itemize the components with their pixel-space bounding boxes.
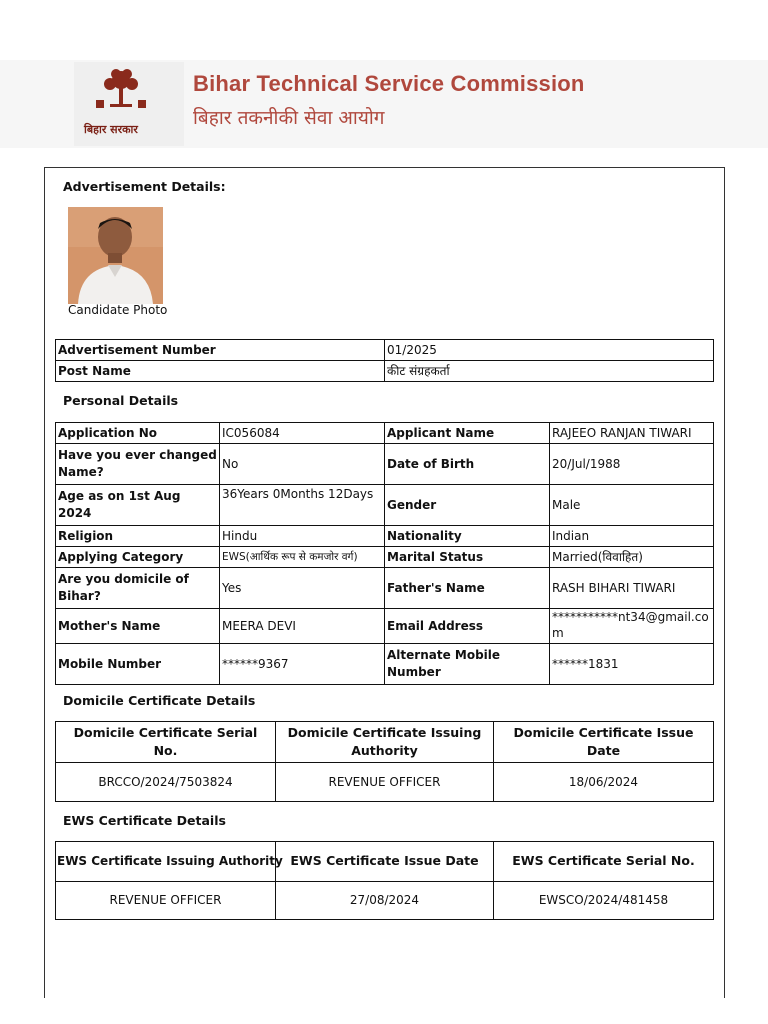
table-row — [56, 361, 714, 382]
candidate-photo-caption: Candidate Photo — [68, 303, 168, 317]
commission-title-english: Bihar Technical Service Commission — [193, 71, 585, 96]
bihar-government-logo — [74, 62, 184, 146]
domicile-value: Yes — [220, 568, 385, 609]
advertisement-number-label: Advertisement Number — [56, 340, 385, 361]
application-no-value: IC056084 — [220, 423, 385, 444]
table-row — [56, 763, 714, 802]
table-row — [56, 644, 714, 685]
domicile-issue-date-header: Domicile Certificate Issue Date — [494, 722, 714, 763]
mother-name-value: MEERA DEVI — [220, 609, 385, 644]
marital-status-label: Marital Status — [385, 547, 550, 568]
name-changed-label: Have you ever changed Name? — [56, 444, 220, 485]
table-row — [56, 842, 714, 882]
personal-details-table — [55, 422, 714, 685]
domicile-label: Are you domicile of Bihar? — [56, 568, 220, 609]
table-row — [56, 547, 714, 568]
marital-status-value: Married(विवाहित) — [550, 547, 714, 568]
alternate-mobile-label: Alternate Mobile Number — [385, 644, 550, 685]
domicile-serial-value: BRCCO/2024/7503824 — [56, 763, 276, 802]
post-name-value: कीट संग्रहकर्ता — [385, 361, 714, 382]
gender-label: Gender — [385, 485, 550, 526]
date-of-birth-label: Date of Birth — [385, 444, 550, 485]
domicile-serial-header: Domicile Certificate Serial No. — [56, 722, 276, 763]
post-name-label: Post Name — [56, 361, 385, 382]
ews-issue-date-header: EWS Certificate Issue Date — [276, 842, 494, 882]
alternate-mobile-value: ******1831 — [550, 644, 714, 685]
age-label: Age as on 1st Aug 2024 — [56, 485, 220, 526]
religion-value: Hindu — [220, 526, 385, 547]
ews-serial-value: EWSCO/2024/481458 — [494, 882, 714, 920]
ews-authority-value: REVENUE OFFICER — [56, 882, 276, 920]
mother-name-label: Mother's Name — [56, 609, 220, 644]
domicile-authority-header: Domicile Certificate Issuing Authority — [276, 722, 494, 763]
table-row — [56, 485, 714, 526]
ews-serial-header: EWS Certificate Serial No. — [494, 842, 714, 882]
table-row — [56, 340, 714, 361]
table-row — [56, 423, 714, 444]
gender-value: Male — [550, 485, 714, 526]
father-name-value: RASH BIHARI TIWARI — [550, 568, 714, 609]
table-row — [56, 609, 714, 644]
applying-category-value: EWS(आर्थिक रूप से कमजोर वर्ग) — [220, 547, 385, 568]
personal-details-heading: Personal Details — [63, 393, 179, 408]
ews-certificate-table — [55, 841, 714, 920]
ews-issue-date-value: 27/08/2024 — [276, 882, 494, 920]
email-address-label: Email Address — [385, 609, 550, 644]
ews-authority-header: EWS Certificate Issuing Authority — [56, 842, 276, 882]
advertisement-details-heading: Advertisement Details: — [63, 179, 226, 194]
applying-category-label: Applying Category — [56, 547, 220, 568]
religion-label: Religion — [56, 526, 220, 547]
domicile-authority-value: REVENUE OFFICER — [276, 763, 494, 802]
table-row — [56, 568, 714, 609]
table-row — [56, 444, 714, 485]
ews-certificate-heading: EWS Certificate Details — [63, 813, 226, 828]
domicile-issue-date-value: 18/06/2024 — [494, 763, 714, 802]
date-of-birth-value: 20/Jul/1988 — [550, 444, 714, 485]
applicant-name-label: Applicant Name — [385, 423, 550, 444]
nationality-label: Nationality — [385, 526, 550, 547]
father-name-label: Father's Name — [385, 568, 550, 609]
mobile-number-value: ******9367 — [220, 644, 385, 685]
advertisement-number-value: 01/2025 — [385, 340, 714, 361]
commission-title-hindi: बिहार तकनीकी सेवा आयोग — [193, 107, 385, 129]
name-changed-value: No — [220, 444, 385, 485]
email-address-value: ***********nt34@gmail.com — [550, 609, 714, 644]
mobile-number-label: Mobile Number — [56, 644, 220, 685]
age-value: 36Years 0Months 12Days — [220, 485, 385, 526]
table-row — [56, 722, 714, 763]
nationality-value: Indian — [550, 526, 714, 547]
application-no-label: Application No — [56, 423, 220, 444]
logo-caption: बिहार सरकार — [84, 123, 138, 136]
advertisement-table — [55, 339, 714, 382]
table-row — [56, 882, 714, 920]
applicant-name-value: RAJEEO RANJAN TIWARI — [550, 423, 714, 444]
domicile-certificate-heading: Domicile Certificate Details — [63, 693, 256, 708]
domicile-certificate-table — [55, 721, 714, 802]
table-row — [56, 526, 714, 547]
candidate-photo — [68, 207, 163, 304]
